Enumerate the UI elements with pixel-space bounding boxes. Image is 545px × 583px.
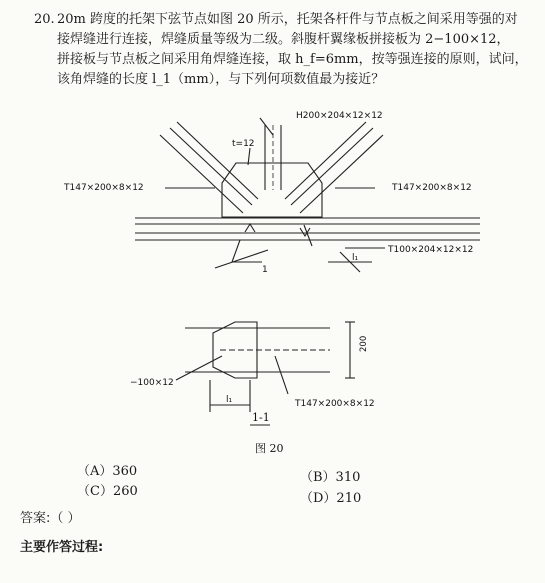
right-member-label: T147×200×8×12 — [392, 183, 472, 193]
l1-label-detail: l₁ — [226, 395, 233, 405]
section-detail — [176, 322, 355, 425]
detail-member-label: T147×200×8×12 — [295, 399, 375, 409]
bottom-chord-label: T100×204×12×12 — [388, 245, 474, 255]
l1-label-top: l₁ — [352, 253, 359, 263]
h-section-label: H200×204×12×12 — [296, 111, 383, 121]
option-d[interactable]: （D）210 — [300, 491, 362, 506]
option-c[interactable]: （C）260 — [77, 484, 138, 499]
process-label: 主要作答过程: — [20, 540, 104, 555]
question-line-3: 拼接板与节点板之间采用角焊缝连接，取 h_f=6mm，按等强连接的原则，试问， — [57, 52, 528, 67]
left-member-label: T147×200×8×12 — [64, 183, 144, 193]
question-line-2: 接焊缝进行连接，焊缝质量等级为二级。斜腹杆翼缘板拼接板为 2−100×12， — [57, 32, 510, 47]
section-mark-label: 1 — [262, 265, 268, 275]
question-line-4: 该角焊缝的长度 l_1（mm），与下列何项数值最为接近？ — [57, 72, 385, 87]
option-b[interactable]: （B）310 — [300, 470, 361, 485]
splice-plate-label: −100×12 — [130, 378, 174, 388]
plate-thickness-label: t=12 — [232, 139, 255, 149]
question-line-1: 20m 跨度的托架下弦节点如图 20 所示，托架各杆件与节点板之间采用等强的对 — [57, 12, 518, 27]
width-dim-label: 200 — [359, 335, 369, 352]
figure-caption: 图 20 — [255, 442, 284, 455]
option-a[interactable]: （A）360 — [77, 464, 138, 479]
section-title: 1-1 — [252, 411, 270, 424]
answer-field[interactable]: 答案:（ ） — [20, 511, 81, 526]
question-number: 20. — [34, 12, 55, 27]
